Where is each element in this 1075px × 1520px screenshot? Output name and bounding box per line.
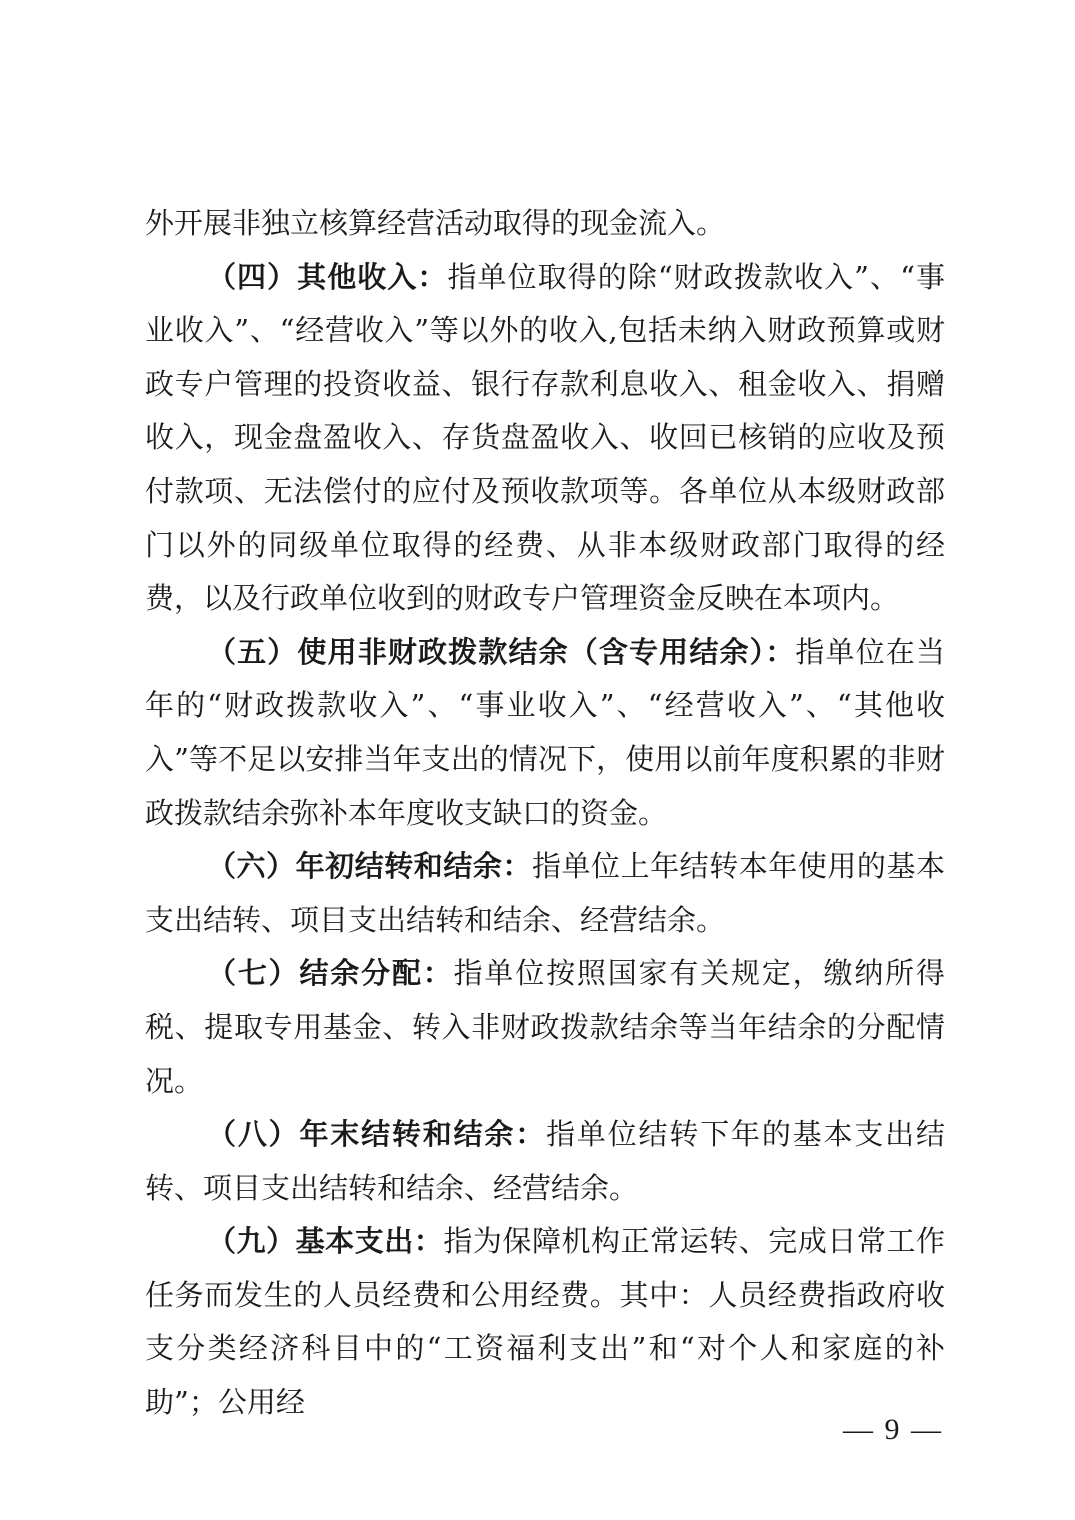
paragraph-text: 指单位上年结转本年使用的基本支出结转、项目支出结转和结余、经营结余。	[145, 849, 945, 937]
paragraph-text: 指为保障机构正常运转、完成日常工作任务而发生的人员经费和公用经费。其中：人员经费指政府收支分类经济科目中的“工资福利支出”和“对个人和家庭的补助”；公用经	[145, 1224, 945, 1420]
paragraph-text: 指单位按照国家有关规定，缴纳所得税、提取专用基金、转入非财政拨款结余等当年结余的分配情况。	[145, 956, 945, 1098]
paragraph-other-income	[145, 251, 945, 626]
paragraph-balance-distribution	[145, 947, 945, 1108]
page-number: — 9 —	[843, 1413, 943, 1446]
paragraph-heading: （四）其他收入：	[207, 259, 448, 294]
paragraph-opening-carryover	[145, 840, 945, 947]
paragraph-basic-expenditure	[145, 1215, 945, 1429]
paragraph-text: 指单位在当年的“财政拨款收入”、“事业收入”、“经营收入”、“其他收入”等不足以安排当年支出的情况下，使用以前年度积累的非财政拨款结余弥补本年度收支缺口的资金。	[145, 634, 945, 830]
paragraph-heading: （六）年初结转和结余：	[207, 849, 532, 884]
paragraph-text: 外开展非独立核算经营活动取得的现金流入。	[145, 206, 726, 240]
paragraph-heading: （八）年末结转和结余：	[207, 1117, 547, 1152]
paragraph-continuation	[145, 197, 945, 251]
paragraph-text: 指单位结转下年的基本支出结转、项目支出结转和结余、经营结余。	[145, 1117, 945, 1205]
paragraph-heading: （七）结余分配：	[207, 956, 454, 991]
paragraph-text: 指单位取得的除“财政拨款收入”、“事业收入”、“经营收入”等以外的收入,包括未纳入财政预算或财政专户管理的投资收益、银行存款利息收入、租金收入、捐赠收入，现金盘盈收入、存货盘盈收入、收回已核销的应收及预付款项、无法偿付的应付及预收款项等。各单位从本级财政部门以外的同级单位取得的经费、从非本级财政部门取得的经费，以及行政单位收到的财政专户管理资金反映在本项内。	[145, 259, 945, 616]
paragraph-non-fiscal-balance	[145, 626, 945, 840]
paragraph-heading: （五）使用非财政拨款结余（含专用结余）：	[207, 634, 796, 669]
document-body	[145, 197, 945, 1430]
paragraph-heading: （九）基本支出：	[207, 1224, 444, 1259]
paragraph-closing-carryover	[145, 1108, 945, 1215]
